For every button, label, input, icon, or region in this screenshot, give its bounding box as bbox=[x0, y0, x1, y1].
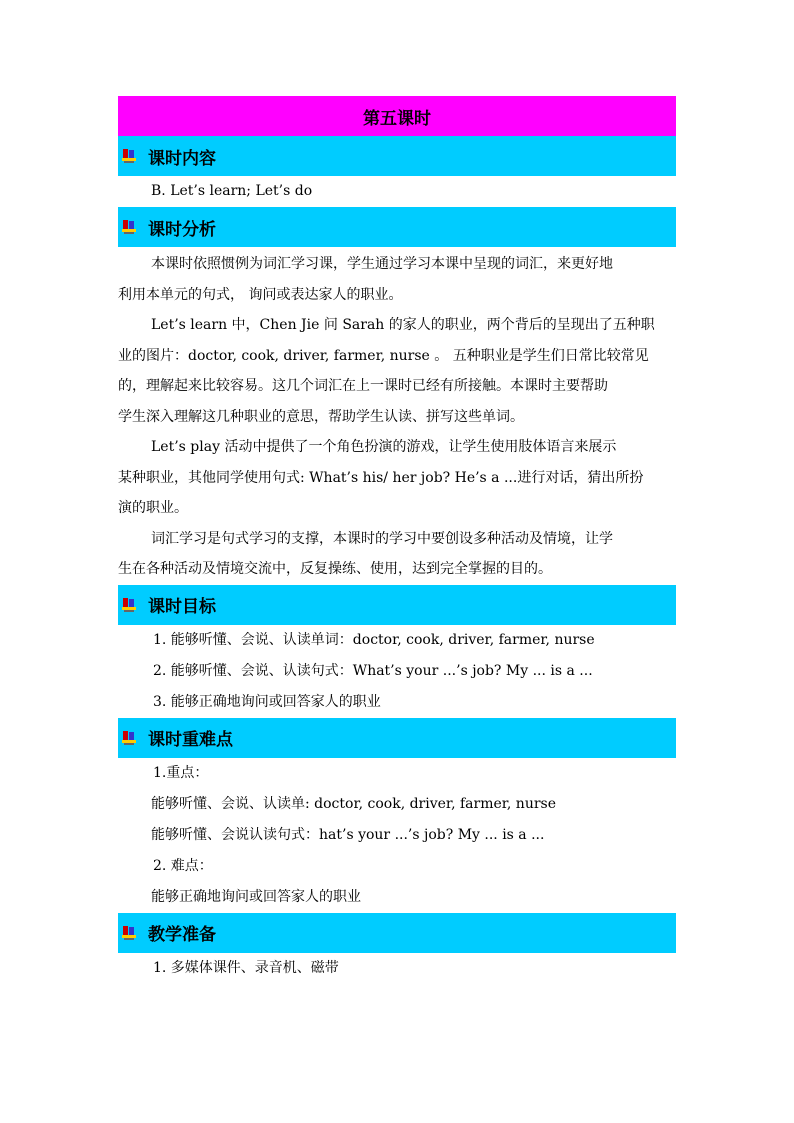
book-stack-icon bbox=[122, 597, 136, 613]
lesson-title-bar bbox=[118, 96, 676, 136]
section-header-content bbox=[118, 136, 676, 176]
lesson-title: 第五课时 bbox=[363, 108, 431, 129]
section-line: B. Let’s learn; Let’s do bbox=[151, 183, 313, 199]
paragraph-line: Let’s learn 中，Chen Jie 问 Sarah 的家人的职业，两个背后的呈现出了五种职 bbox=[151, 317, 655, 333]
key-point-line: 能够听懂、会说、认读单: doctor, cook, driver, farmer, nurse bbox=[151, 795, 557, 812]
paragraph bbox=[118, 524, 676, 585]
paragraph-line: 业的图片：doctor, cook, driver, farmer, nurse 。 五种职业是学生们日常比较常见 bbox=[118, 347, 649, 364]
section-heading: 课时分析 bbox=[148, 219, 216, 240]
book-stack-icon bbox=[122, 730, 136, 746]
key-point-line: 1.重点： bbox=[153, 764, 209, 781]
section-header-preparation bbox=[118, 913, 676, 953]
section-heading: 课时目标 bbox=[148, 597, 216, 617]
paragraph-line: 学生深入理解这几种职业的意思，帮助学生认读、拼写这些单词。 bbox=[118, 408, 524, 425]
key-point-line: 能够听懂、会说认读句式：hat’s your ...’s job? My ... is a ... bbox=[151, 826, 545, 843]
paragraph-line: 生在各种活动及情境交流中，反复操练、使用，达到完全掌握的目的。 bbox=[118, 561, 552, 577]
paragraph-line: 的，理解起来比较容易。这几个词汇在上一课时已经有所接触。本课时主要帮助 bbox=[118, 378, 608, 394]
paragraph bbox=[118, 432, 676, 524]
paragraph bbox=[118, 310, 676, 432]
analysis-paragraphs bbox=[118, 247, 676, 585]
paragraph-line: 利用本单元的句式， 询问或表达家人的职业。 bbox=[118, 286, 403, 303]
section-header-key-points bbox=[118, 718, 676, 758]
objective-item: 3. 能够正确地询问或回答家人的职业 bbox=[153, 693, 381, 710]
key-point-line: 能够正确地询问或回答家人的职业 bbox=[151, 888, 361, 905]
book-stack-icon bbox=[122, 925, 136, 941]
paragraph bbox=[118, 249, 676, 310]
section-header-analysis bbox=[118, 207, 676, 247]
paragraph-line: 词汇学习是句式学习的支撑，本课时的学习中要创设多种活动及情境，让学 bbox=[151, 530, 613, 547]
book-stack-icon bbox=[122, 148, 136, 164]
preparation-item: 1. 多媒体课件、录音机、磁带 bbox=[153, 959, 339, 976]
paragraph-line: 某种职业，其他同学使用句式: What’s his/ her job? He’s a ...进行对话，猜出所扮 bbox=[118, 469, 644, 486]
objective-item: 1. 能够听懂、会说、认读单词：doctor, cook, driver, farmer, nurse bbox=[153, 631, 595, 648]
paragraph-line: 本课时依照惯例为词汇学习课，学生通过学习本课中呈现的词汇，来更好地 bbox=[151, 256, 613, 272]
section-heading: 教学准备 bbox=[148, 925, 216, 945]
document-page bbox=[118, 96, 676, 984]
key-point-line: 2. 难点： bbox=[153, 857, 213, 874]
paragraph-line: Let’s play 活动中提供了一个角色扮演的游戏，让学生使用肢体语言来展示 bbox=[151, 439, 617, 455]
section-header-objectives bbox=[118, 585, 676, 625]
section-heading: 课时内容 bbox=[148, 148, 216, 169]
section-heading: 课时重难点 bbox=[148, 730, 233, 750]
paragraph-line: 演的职业。 bbox=[118, 500, 188, 516]
objective-item: 2. 能够听懂、会说、认读句式：What’s your ...’s job? My ... is a ... bbox=[153, 662, 593, 679]
book-stack-icon bbox=[122, 219, 136, 235]
